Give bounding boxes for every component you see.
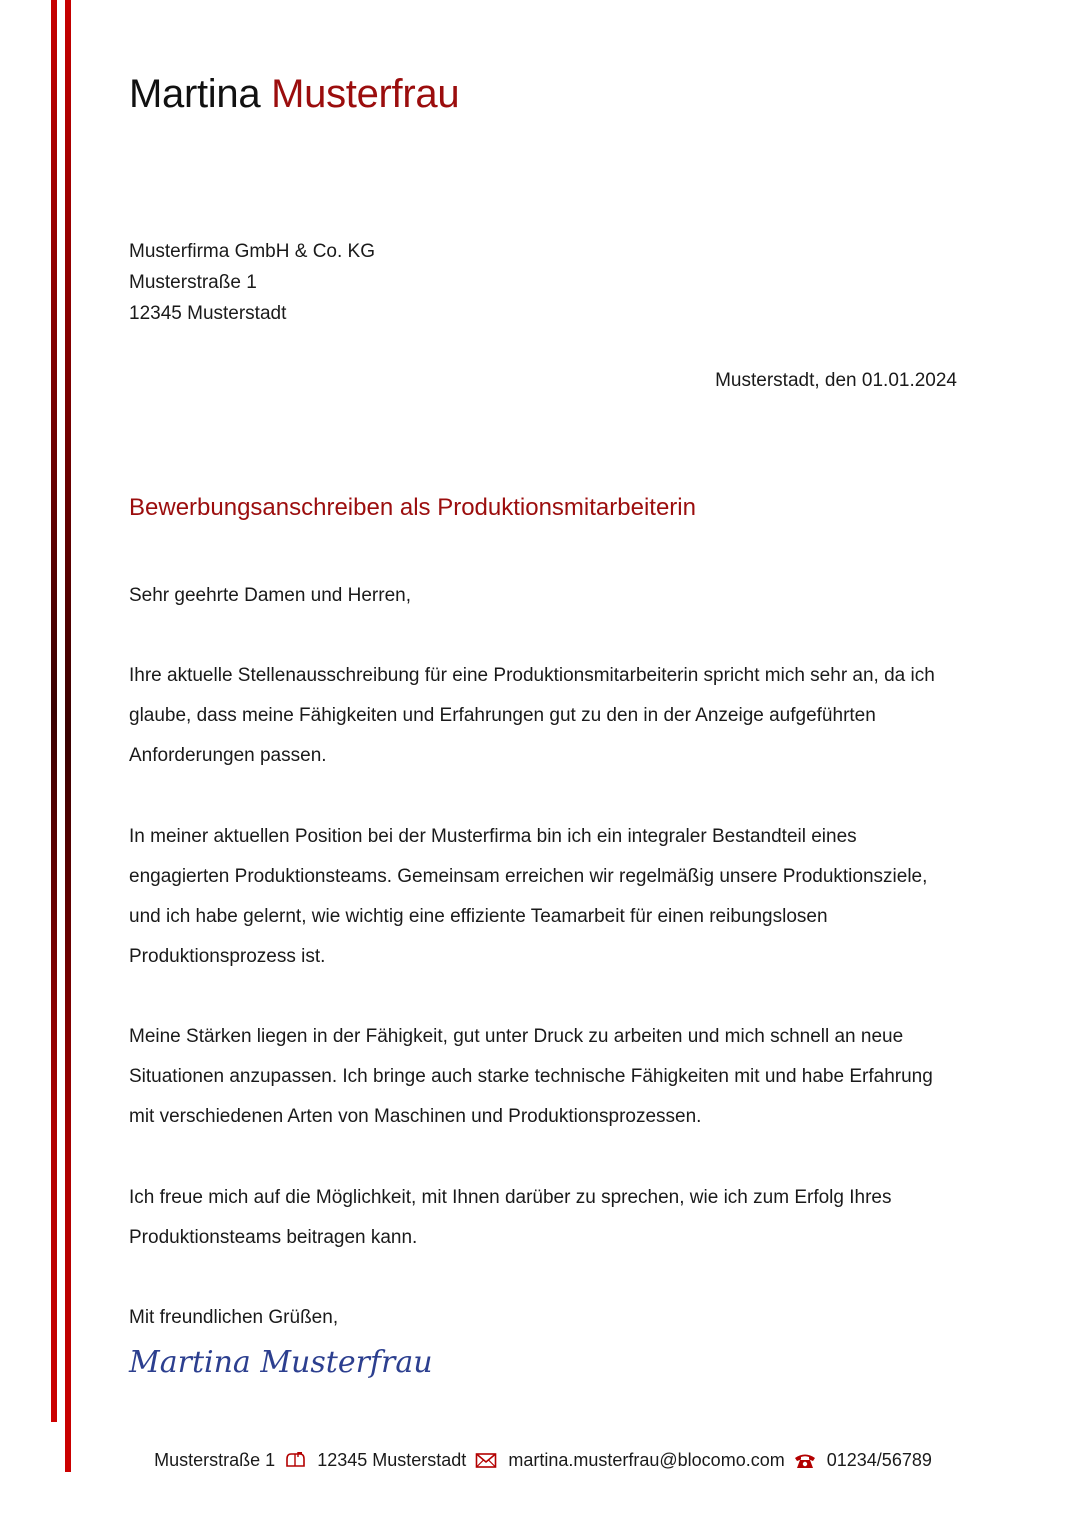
sender-name [129, 66, 459, 122]
recipient-street: Musterstraße 1 [129, 272, 257, 293]
recipient-company: Musterfirma GmbH & Co. KG [129, 241, 375, 262]
left-accent-bar [51, 0, 57, 1422]
subject-line: Bewerbungsanschreiben als Produktionsmitarbeiterin [129, 494, 696, 521]
body-paragraph-2: In meiner aktuellen Position bei der Musterfirma bin ich ein integraler Bestandteil eines engagierten Produktionsteams. Gemeinsam erreichen wir regelmäßig unsere Produktionsziele, und ich habe gelernt, wie wichtig eine effiziente Teamarbeit für einen reibungslosen Produktionsprozess ist. [129, 826, 928, 967]
footer-email[interactable]: martina.musterfrau@blocomo.com [508, 1450, 785, 1470]
date-line: Musterstadt, den 01.01.2024 [715, 370, 957, 391]
footer-city: 12345 Musterstadt [317, 1450, 467, 1470]
signature: Martina Musterfrau [129, 1345, 433, 1380]
footer-street: Musterstraße 1 [154, 1450, 276, 1470]
closing: Mit freundlichen Grüßen, [129, 1307, 339, 1328]
right-accent-bar [65, 0, 71, 1472]
body-paragraph-4: Ich freue mich auf die Möglichkeit, mit Ihnen darüber zu sprechen, wie ich zum Erfolg Ihres Produktionsteams beitragen kann. [129, 1187, 892, 1248]
footer-contact [0, 1447, 1086, 1476]
body-paragraph-1: Ihre aktuelle Stellenausschreibung für eine Produktionsmitarbeiterin spricht mich sehr an, da ich glaube, dass meine Fähigkeiten und Erfahrungen gut zu den in der Anzeige aufgeführten Anforderungen passen. [129, 665, 935, 766]
footer-phone[interactable]: 01234/56789 [826, 1450, 932, 1470]
salutation: Sehr geehrte Damen und Herren, [129, 585, 411, 606]
recipient-address [129, 236, 375, 329]
sender-last-name: Musterfrau [271, 72, 460, 116]
mailbox-icon [284, 1450, 306, 1476]
body-paragraph-3: Meine Stärken liegen in der Fähigkeit, gut unter Druck zu arbeiten und mich schnell an neue Situationen anzupassen. Ich bringe auch starke technische Fähigkeiten mit und habe Erfahrung mit verschiedenen Arten von Maschinen und Produktionsprozessen. [129, 1026, 933, 1127]
sender-first-name: Martina [129, 72, 261, 116]
telephone-icon [794, 1450, 816, 1476]
envelope-icon [475, 1450, 497, 1476]
recipient-city: 12345 Musterstadt [129, 303, 287, 324]
